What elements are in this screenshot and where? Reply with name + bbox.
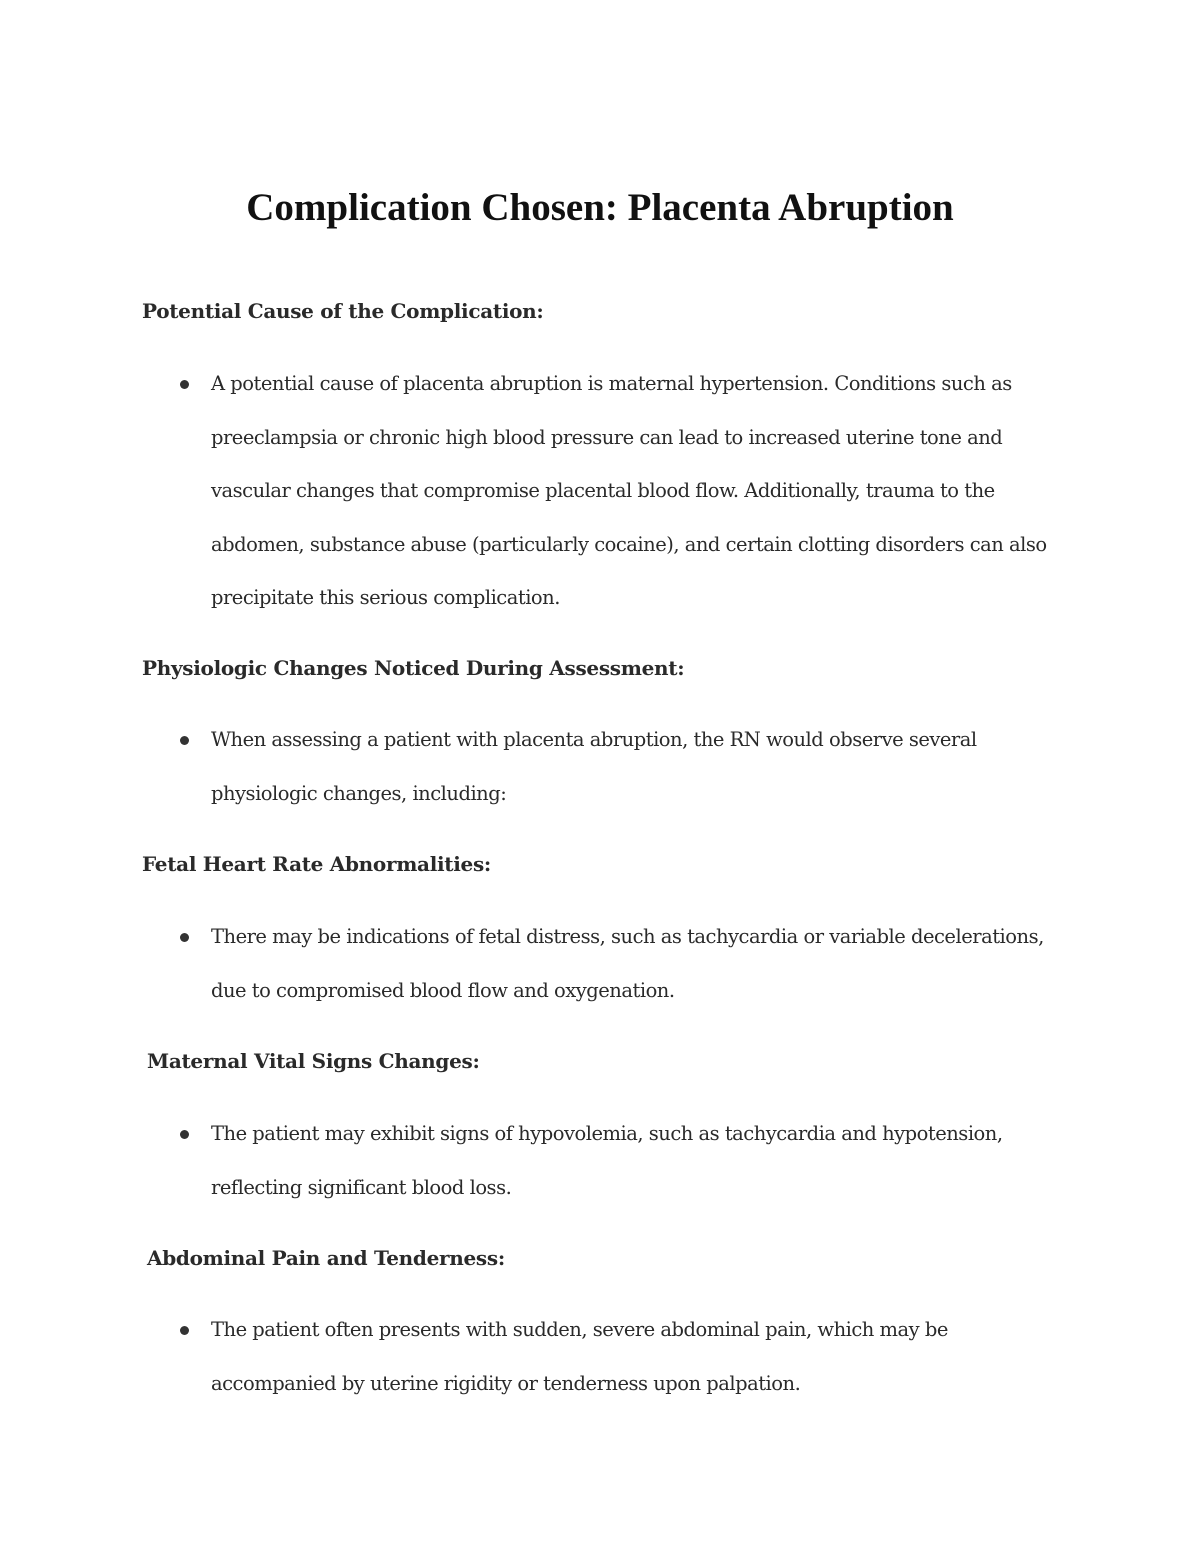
- section-heading-abdominal-pain: Abdominal Pain and Tenderness:: [147, 1246, 505, 1270]
- bullet-text-maternal-vital-signs: The patient may exhibit signs of hypovolemia, such as tachycardia and hypotension, reflecting significant blood loss.: [211, 1122, 1003, 1199]
- section-heading-maternal-vital-signs: Maternal Vital Signs Changes:: [147, 1049, 480, 1073]
- bullet-icon: [180, 1130, 189, 1139]
- section-heading-potential-cause: Potential Cause of the Complication:: [142, 299, 544, 323]
- bullet-icon: [180, 1326, 189, 1335]
- section-heading-fetal-heart-rate: Fetal Heart Rate Abnormalities:: [142, 852, 492, 876]
- bullet-icon: [180, 736, 189, 745]
- bullet-text-potential-cause: A potential cause of placenta abruption is maternal hypertension. Conditions such as preeclampsia or chronic high blood pressure can lead to increased uterine tone and vascular changes that compromise placental blood flow. Additionally, trauma to the abdomen, substance abuse (particularly cocaine), and certain clotting disorders can also precipitate this serious complication.: [211, 372, 1047, 609]
- document-title: Complication Chosen: Placenta Abruption: [246, 186, 954, 229]
- bullet-text-fetal-heart-rate: There may be indications of fetal distress, such as tachycardia or variable decelerations, due to compromised blood flow and oxygenation.: [211, 925, 1044, 1002]
- bullet-icon: [180, 380, 189, 389]
- bullet-text-physiologic-changes: When assessing a patient with placenta abruption, the RN would observe several physiologic changes, including:: [211, 728, 977, 805]
- bullet-text-abdominal-pain: The patient often presents with sudden, severe abdominal pain, which may be accompanied by uterine rigidity or tenderness upon palpation.: [211, 1318, 948, 1395]
- bullet-icon: [180, 933, 189, 942]
- section-heading-physiologic-changes: Physiologic Changes Noticed During Assessment:: [142, 656, 685, 680]
